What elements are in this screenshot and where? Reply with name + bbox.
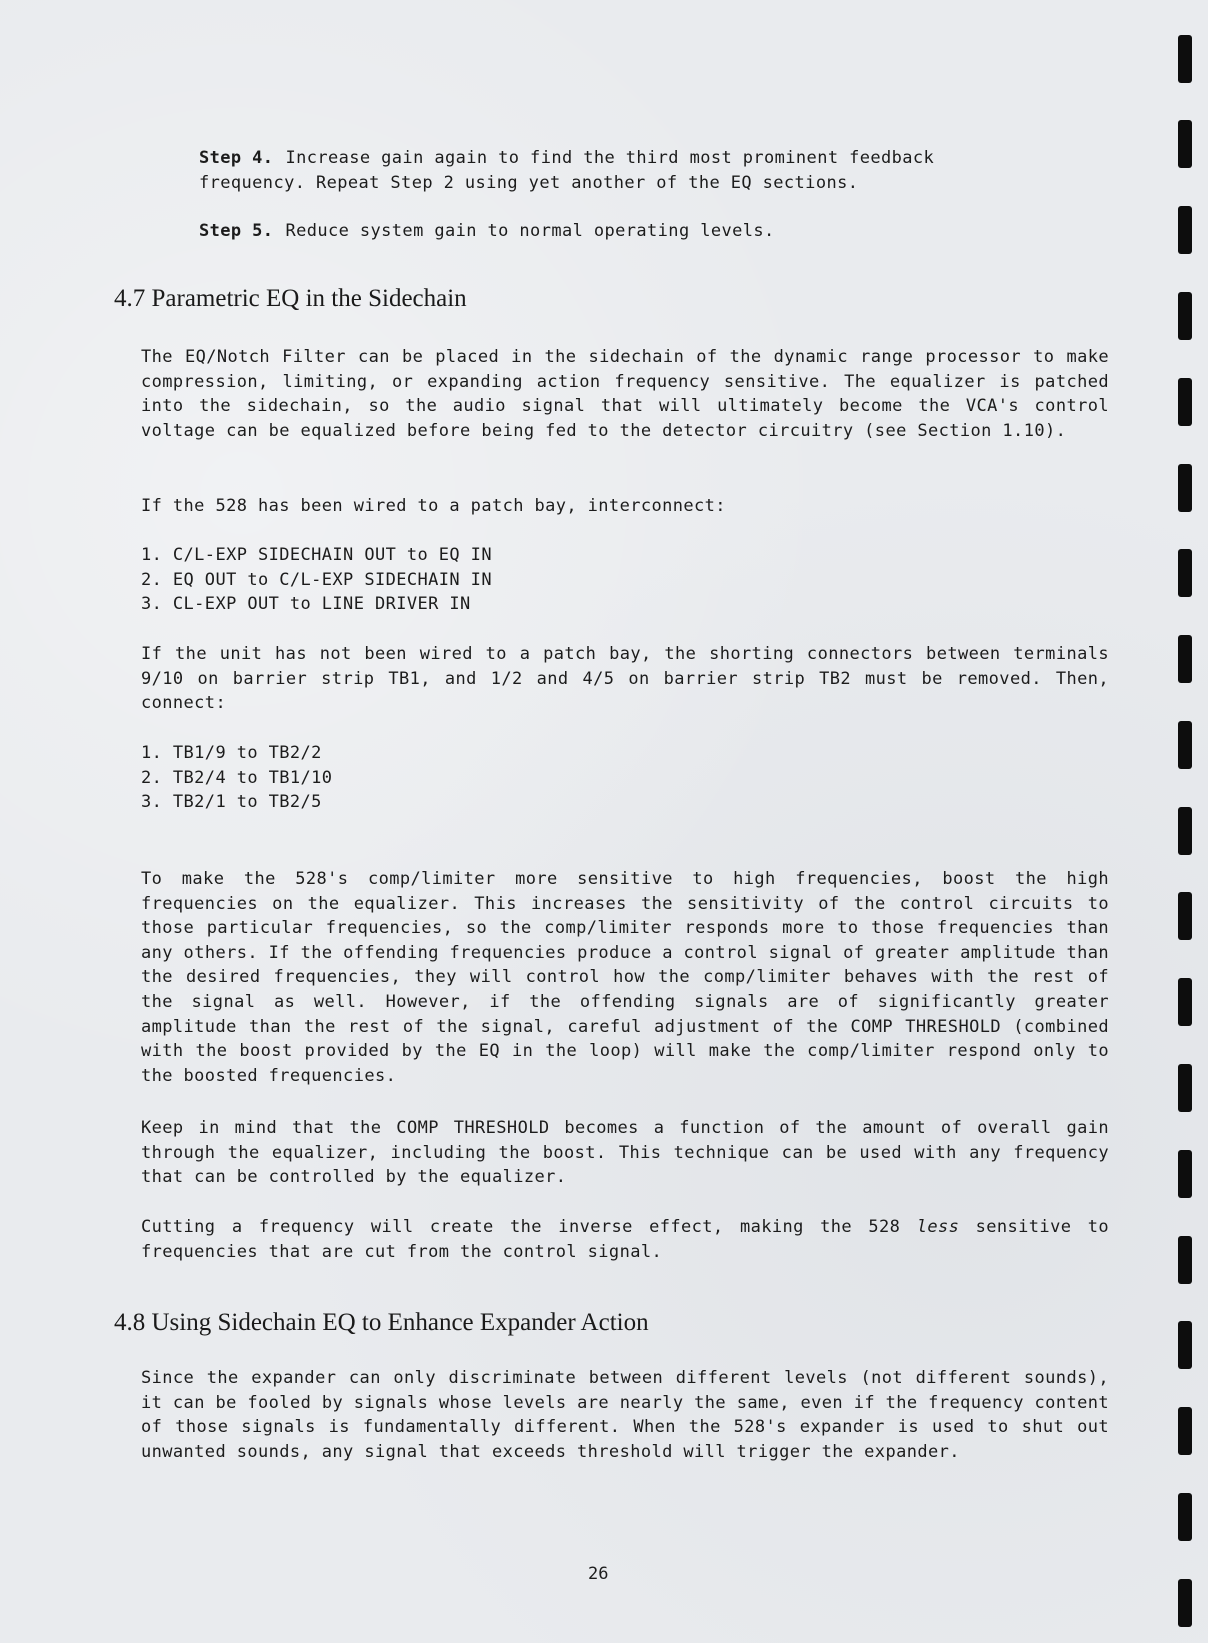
list-item: 1. TB1/9 to TB2/2 [141,743,322,763]
patch-bay-intro-text: If the 528 has been wired to a patch bay, interconnect: [141,496,726,516]
patch-bay-intro [141,494,1109,519]
step-5 [199,219,999,244]
binding-hole [1178,378,1192,426]
binding-hole [1178,35,1192,83]
binding-hole [1178,1493,1192,1541]
keep-in-mind-paragraph-text: Keep in mind that the COMP THRESHOLD becomes a function of the amount of overall gain through the equalizer, including the boost. This technique can be used with any frequency that can be controlled by the equalizer. [141,1118,1109,1188]
section-4-7-intro [141,345,1109,443]
binding-hole [1178,120,1192,168]
binding-hole [1178,1236,1192,1284]
page-number: 26 [588,1564,609,1584]
binding-hole [1178,1150,1192,1198]
binding-hole [1178,206,1192,254]
section-4-8-paragraph-text: Since the expander can only discriminate between different levels (not different sounds), it can be fooled by signals whose levels are nearly the same, even if the frequency content of those signals is fundamentally different. When the 528's expander is used to shut out unwanted sounds, any signal that exceeds threshold will trigger the expander. [141,1368,1109,1462]
step-4-label: Step 4. [199,148,274,168]
no-patch-bay-intro [141,642,1109,716]
binding-hole [1178,1579,1192,1627]
binding-hole [1178,549,1192,597]
binding-hole [1178,978,1192,1026]
binding-hole [1178,892,1192,940]
binding-hole [1178,635,1192,683]
step-4 [199,146,999,195]
patch-bay-steps-list [141,543,492,617]
boost-paragraph-text: To make the 528's comp/limiter more sensitive to high frequencies, boost the high frequencies on the equalizer. This increases the sensitivity of the control circuits to those particular frequencies, so the comp/limiter responds more to those frequencies than any others. If the offending frequencies produce a control signal of greater amplitude than the desired frequencies, they will control how the comp/limiter behaves with the rest of the signal as well. However, if the offending signals are of significantly greater amplitude than the rest of the signal, careful adjustment of the COMP THRESHOLD (combined with the boost provided by the EQ in the loop) will make the comp/limiter respond only to the boosted frequencies. [141,869,1109,1086]
list-item: 2. EQ OUT to C/L-EXP SIDECHAIN IN [141,569,492,590]
binding-hole [1178,1407,1192,1455]
boost-paragraph [141,867,1109,1088]
binding-hole [1178,807,1192,855]
cutting-paragraph-text [141,1215,1109,1264]
no-patch-bay-intro-text: If the unit has not been wired to a patch bay, the shorting connectors between terminals 9/10 on barrier strip TB1, and 1/2 and 4/5 on barrier strip TB2 must be removed. Then, connect: [141,644,1109,714]
section-4-7-heading: 4.7 Parametric EQ in the Sidechain [114,285,467,312]
cutting-text-after: sensitive to frequencies that are cut from the control signal. [141,1217,1109,1262]
binding-hole [1178,1321,1192,1369]
step-5-text: Reduce system gain to normal operating levels. [285,221,775,241]
step-5-label: Step 5. [199,221,274,241]
list-item: 3. TB2/1 to TB2/5 [141,792,322,813]
section-4-8-paragraph [141,1366,1109,1464]
cutting-text-before: Cutting a frequency will create the inverse effect, making the 528 [141,1217,917,1237]
list-item: 3. CL-EXP OUT to LINE DRIVER IN [141,594,471,615]
cutting-paragraph [141,1215,1109,1264]
section-4-7-intro-text: The EQ/Notch Filter can be placed in the sidechain of the dynamic range processor to make compression, limiting, or expanding action frequency sensitive. The equalizer is patched into the sidechain, so the audio signal that will ultimately become the VCA's control voltage can be equalized before being fed to the detector circuitry (see Section 1.10). [141,347,1109,441]
keep-in-mind-paragraph [141,1116,1109,1190]
list-item: 2. TB2/4 to TB1/10 [141,767,333,788]
cutting-emphasis: less [916,1217,960,1237]
step-4-text: Increase gain again to find the third most prominent feedback frequency. Repeat Step 2 using yet another of the EQ sections. [199,148,935,193]
binding-hole [1178,1064,1192,1112]
list-item: 1. C/L-EXP SIDECHAIN OUT to EQ IN [141,545,492,565]
no-patch-bay-steps-list [141,741,332,815]
binding-hole [1178,721,1192,769]
section-4-8-heading: 4.8 Using Sidechain EQ to Enhance Expander Action [114,1309,649,1336]
binding-hole [1178,292,1192,340]
binding-hole [1178,464,1192,512]
